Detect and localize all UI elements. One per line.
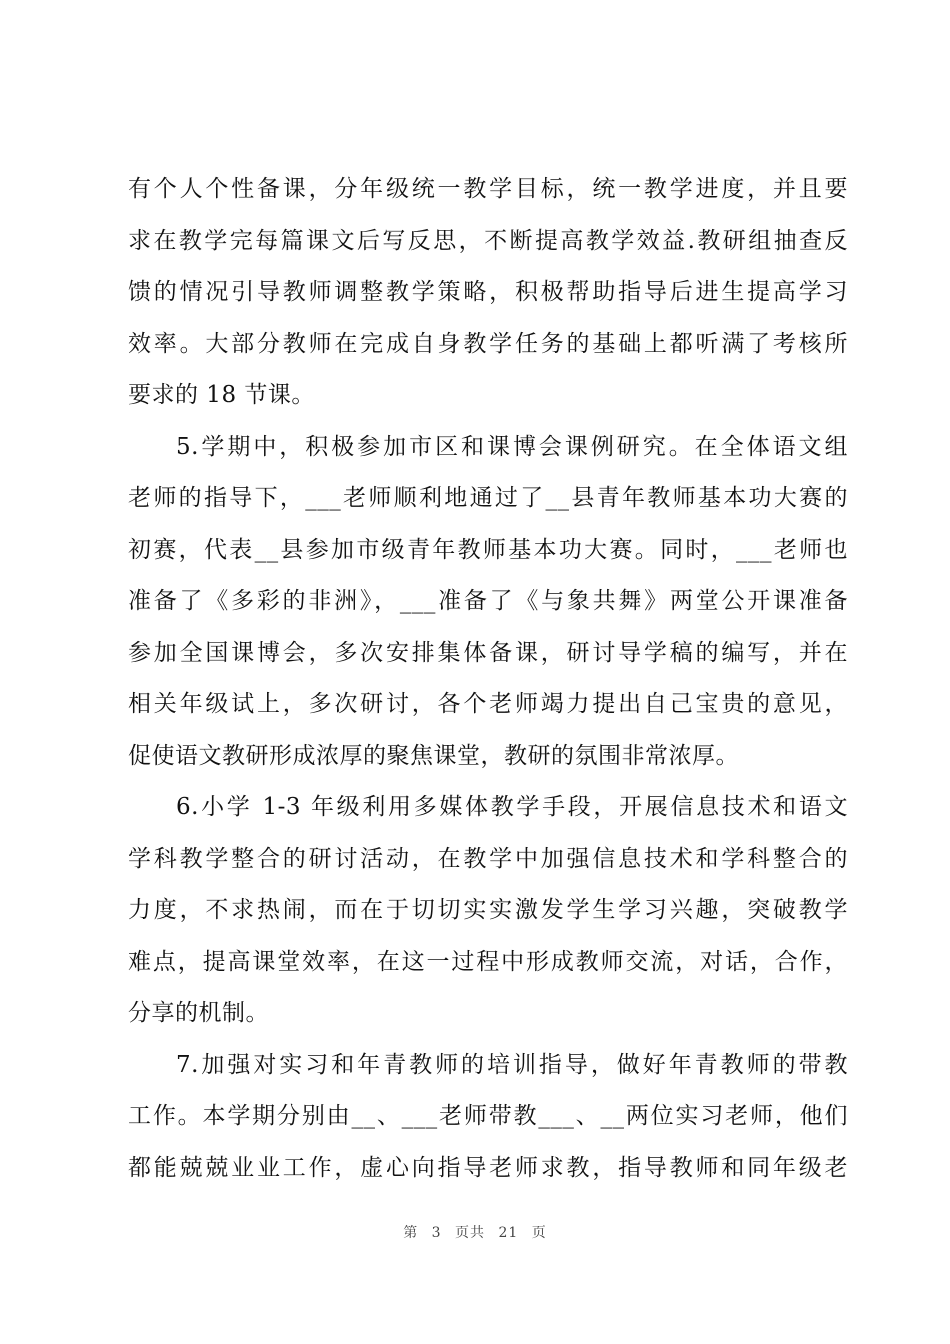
footer-current-page: 3 — [431, 1225, 442, 1241]
footer-prefix: 第 — [403, 1225, 419, 1241]
text-line: 相关年级试上，多次研讨，各个老师竭力提出自己宝贵的意见， — [128, 691, 848, 717]
text-line: 初赛，代表__县参加市级青年教师基本功大赛。同时，___老师也 — [128, 536, 848, 563]
text-line: 求在教学完每篇课文后写反思，不断提高教学效益.教研组抽查反 — [128, 227, 848, 254]
text-line: 力度，不求热闹，而在于切切实实激发学生学习兴趣，突破教学 — [128, 897, 848, 923]
page-footer — [0, 1222, 950, 1242]
text-line: 工作。本学期分别由__、___老师带教___、__两位实习老师，他们 — [128, 1103, 848, 1129]
text-line: 准备了《多彩的非洲》，___准备了《与象共舞》两堂公开课准备 — [128, 588, 848, 614]
text-line: 要求的 18 节课。 — [128, 382, 315, 408]
text-line: 难点，提高课堂效率，在这一过程中形成教师交流，对话，合作， — [128, 948, 848, 975]
document-body — [128, 164, 848, 1194]
text-line: 5.学期中，积极参加市区和课博会课例研究。在全体语文组 — [176, 433, 848, 460]
text-line: 老师的指导下，___老师顺利地通过了__县青年教师基本功大赛的 — [128, 485, 848, 511]
text-line: 分享的机制。 — [128, 1000, 269, 1026]
text-line: 效率。大部分教师在完成自身教学任务的基础上都听满了考核所 — [128, 330, 848, 357]
text-line: 6.小学 1-3 年级利用多媒体教学手段，开展信息技术和语文 — [176, 794, 848, 820]
text-line: 学科教学整合的研讨活动，在教学中加强信息技术和学科整合的 — [128, 845, 848, 872]
footer-suffix: 页 — [531, 1225, 547, 1241]
text-line: 7.加强对实习和年青教师的培训指导，做好年青教师的带教 — [176, 1051, 848, 1078]
footer-total-pages: 21 — [498, 1225, 519, 1241]
text-line: 促使语文教研形成浓厚的聚焦课堂，教研的氛围非常浓厚。 — [128, 742, 739, 769]
text-line: 馈的情况引导教师调整教学策略，积极帮助指导后进生提高学习 — [128, 279, 848, 305]
footer-middle: 页共 — [455, 1225, 486, 1241]
text-line: 有个人个性备课，分年级统一教学目标，统一教学进度，并且要 — [128, 176, 848, 202]
text-line: 参加全国课博会，多次安排集体备课，研讨导学稿的编写，并在 — [128, 639, 848, 666]
text-line: 都能兢兢业业工作，虚心向指导老师求教，指导教师和同年级老 — [128, 1154, 848, 1181]
